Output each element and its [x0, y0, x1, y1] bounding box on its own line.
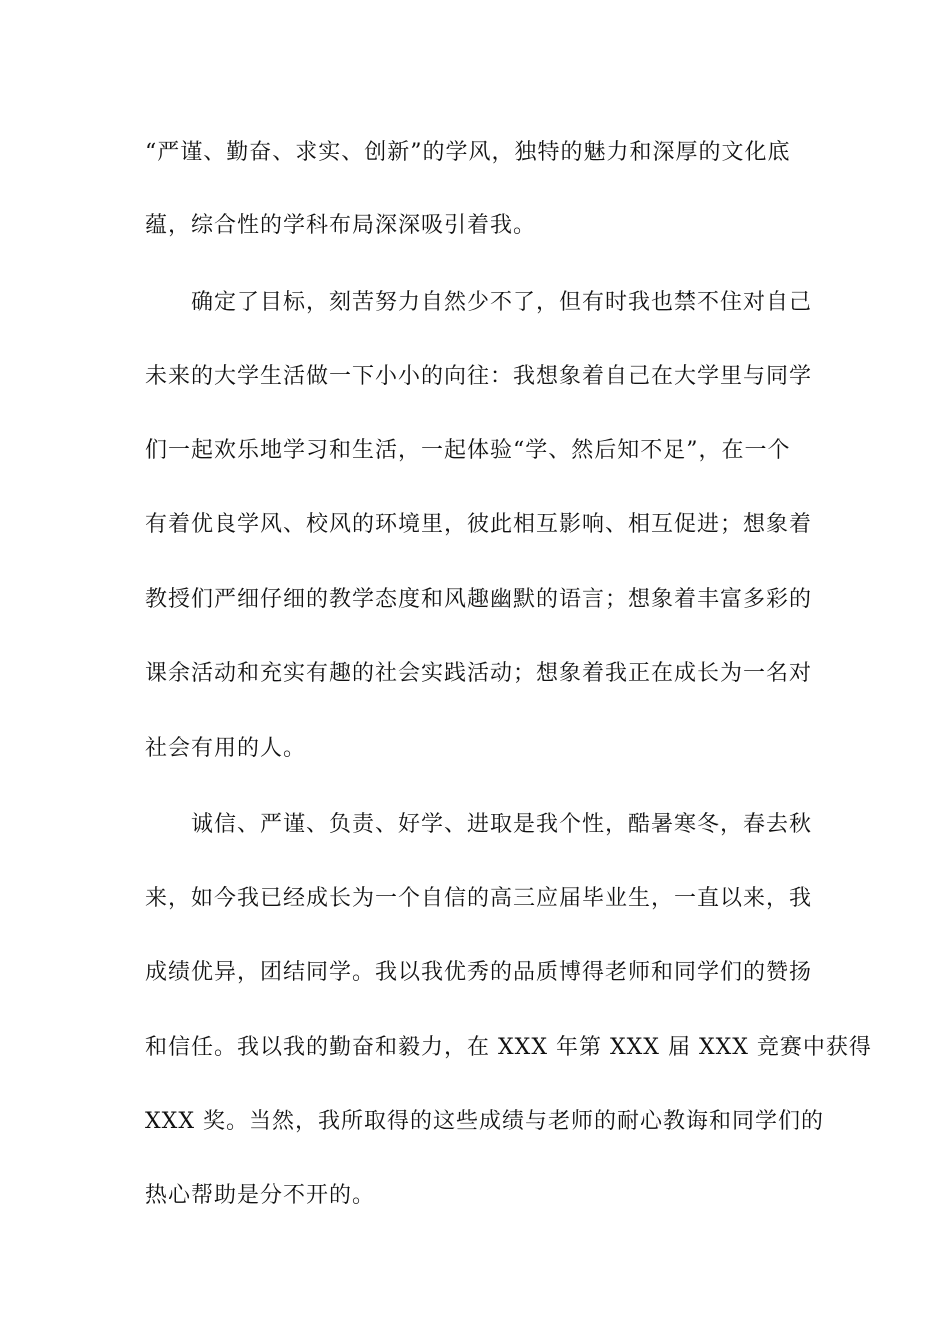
paragraph-line: 教授们严细仔细的教学态度和风趣幽默的语言；想象着丰富多彩的	[145, 587, 813, 612]
paragraph-line: 蕴，综合性的学科布局深深吸引着我。	[145, 213, 537, 238]
paragraph-line: 有着优良学风、校风的环境里，彼此相互影响、相互促进；想象着	[145, 512, 813, 537]
paragraph-line: 们一起欢乐地学习和生活，一起体验“学、然后知不足”，在一个	[145, 438, 791, 463]
paragraph-line: 诚信、严谨、负责、好学、进取是我个性，酷暑寒冬，春去秋	[191, 812, 813, 837]
paragraph-line: 课余活动和充实有趣的社会实践活动；想象着我正在成长为一名对	[145, 661, 813, 686]
paragraph-line: XXX 奖。当然，我所取得的这些成绩与老师的耐心教诲和同学们的	[145, 1109, 824, 1134]
paragraph-line: 未来的大学生活做一下小小的向往：我想象着自己在大学里与同学	[145, 364, 813, 389]
paragraph-line: 热心帮助是分不开的。	[145, 1183, 376, 1208]
paragraph-line: 社会有用的人。	[145, 736, 307, 761]
paragraph-line: 来，如今我已经成长为一个自信的高三应届毕业生，一直以来，我	[145, 886, 813, 911]
paragraph-line: 成绩优异，团结同学。我以我优秀的品质博得老师和同学们的赞扬	[145, 960, 813, 985]
paragraph-line: 和信任。我以我的勤奋和毅力，在 XXX 年第 XXX 届 XXX 竞赛中获得	[145, 1035, 872, 1060]
paragraph-line: 确定了目标，刻苦努力自然少不了，但有时我也禁不住对自己	[191, 290, 813, 315]
paragraph-line: “严谨、勤奋、求实、创新”的学风，独特的魅力和深厚的文化底	[145, 140, 791, 165]
